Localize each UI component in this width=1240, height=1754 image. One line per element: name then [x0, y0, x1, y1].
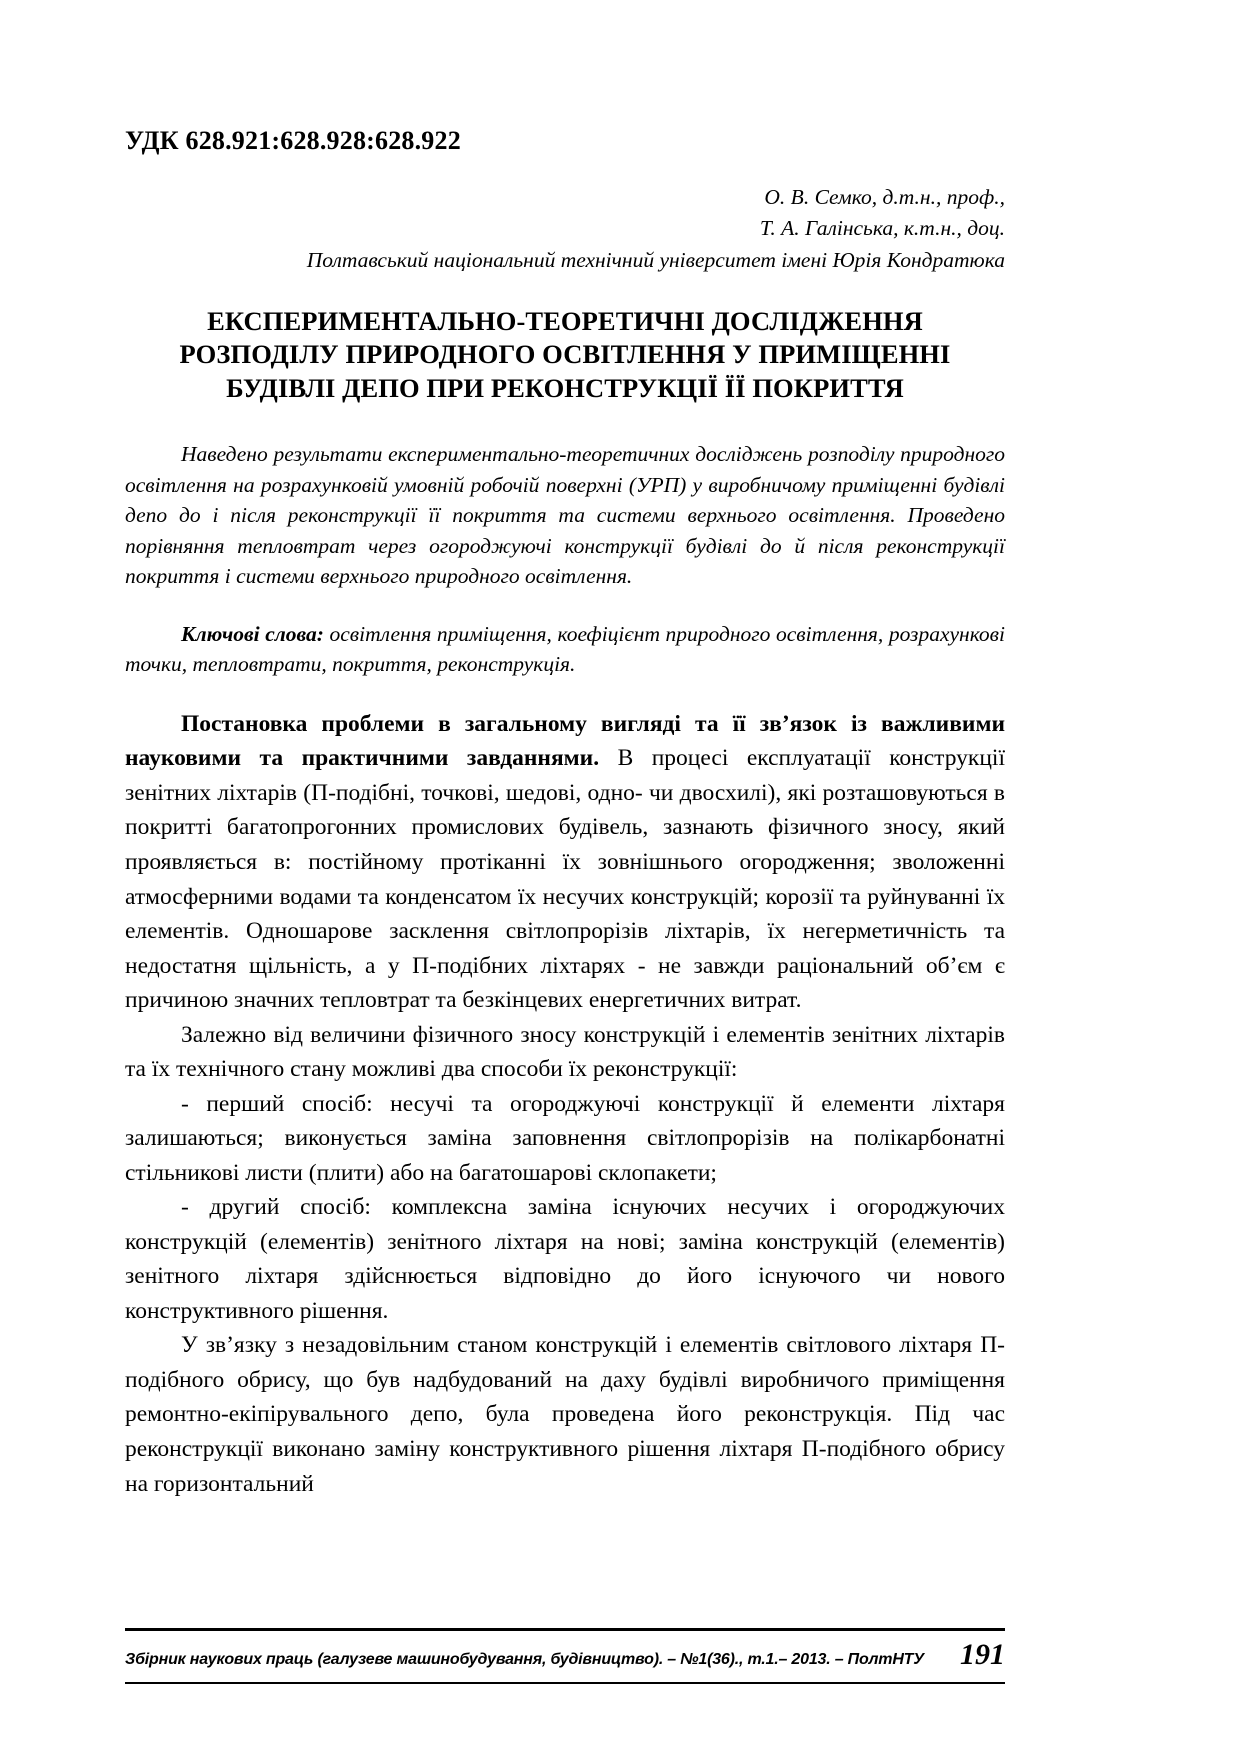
body-paragraph: - другий спосіб: комплексна заміна існуючих несучих і огороджуючих конструкцій (елементів) зенітного ліхтаря на нові; заміна конструкцій (елементів) зенітного ліхтаря здійснюється відповідно до його існуючого чи нового конструктивного рішення. [125, 1194, 1005, 1324]
body-paragraph: Залежно від величини фізичного зносу конструкцій і елементів зенітних ліхтарів та їх технічного стану можливі два способи їх реконструкції: [125, 1021, 1005, 1083]
udc-code: УДК 628.921:628.928:628.922 [125, 126, 461, 155]
page-footer [125, 1628, 1005, 1684]
footer-page-number: 191 [960, 1638, 1005, 1671]
body-paragraph: У зв’язку з незадовільним станом конструкцій і елементів світлового ліхтаря П-подібного обрису, що був надбудований на даху будівлі виробничого приміщення ремонтно-екіпірувального депо, була проведена його реконструкція. Під час реконструкції виконано заміну конструктивного рішення ліхтаря П-подібного обрису на горизонтальний [125, 1332, 1005, 1497]
body-text [125, 707, 1005, 1501]
affiliation: Полтавський національний технічний університет імені Юрія Кондратюка [306, 248, 1005, 273]
title-line-2: РОЗПОДІЛУ ПРИРОДНОГО ОСВІТЛЕННЯ У ПРИМІЩЕННІ [179, 339, 951, 370]
keywords [125, 619, 1005, 680]
title-line-3: БУДІВЛІ ДЕПО ПРИ РЕКОНСТРУКЦІЇ ЇЇ ПОКРИТТЯ [226, 373, 904, 404]
abstract: Наведено результати експериментально-теоретичних досліджень розподілу природного освітлення на розрахунковій умовній робочій поверхні (УРП) у виробничому приміщенні будівлі депо до і після реконструкції її покриття та системи верхнього освітлення. Проведено порівняння тепловтрат через огороджуючі конструкції будівлі до й після реконструкції покриття і системи верхнього природного освітлення. [125, 442, 1005, 589]
author-line: О. В. Семко, д.т.н., проф., [764, 185, 1005, 209]
footer-journal-info: Збірник наукових праць (галузеве машинобудування, будівництво). – №1(36)., т.1.– 2013. – ПолтНТУ [125, 1651, 924, 1668]
keywords-label: Ключові слова: [181, 621, 324, 646]
body-paragraph: - перший спосіб: несучі та огороджуючі конструкції й елементи ліхтаря залишаються; виконується заміна заповнення світлопрорізів на полікарбонатні стільникові листи (плити) або на багатошарові склопакети; [125, 1090, 1005, 1186]
author-line: Т. А. Галінська, к.т.н., доц. [759, 216, 1005, 241]
page-title [125, 305, 1005, 407]
page-content [125, 0, 1005, 1501]
lead-bold-run: Постановка проблеми в загальному вигляді та її зв’язок із важливими науковими та практичними завданнями. [125, 710, 1005, 772]
keywords-text: освітлення приміщення, коефіцієнт природного освітлення, розрахункові точки, тепловтрати, покриття, реконструкція. [125, 621, 1005, 677]
footer-row [125, 1631, 1005, 1678]
footer-divider-bottom [125, 1682, 1005, 1684]
lead-rest-run: В процесі експлуатації конструкції зенітних ліхтарів (П-подібні, точкові, шедові, одно- чи двосхилі), які розташовуються в покритті багатопрогонних промислових будівель, зазнають фізичного зносу, який проявляється в: постійному протіканні їх зовнішнього огородження; зволоженні атмосферними водами та конденсатом їх несучих конструкцій; корозії та руйнуванні їх елементів. Одношарове засклення світлопрорізів ліхтарів, їх негерметичність та недостатня щільність, а у П-подібних ліхтарях - не завжди раціональний об’єм є причиною значних тепловтрат та безкінцевих енергетичних витрат. [125, 745, 1005, 1014]
author-list [125, 182, 1005, 244]
title-line-1: ЕКСПЕРИМЕНТАЛЬНО-ТЕОРЕТИЧНІ ДОСЛІДЖЕННЯ [207, 305, 923, 336]
body-paragraph-lead [125, 707, 1005, 1018]
